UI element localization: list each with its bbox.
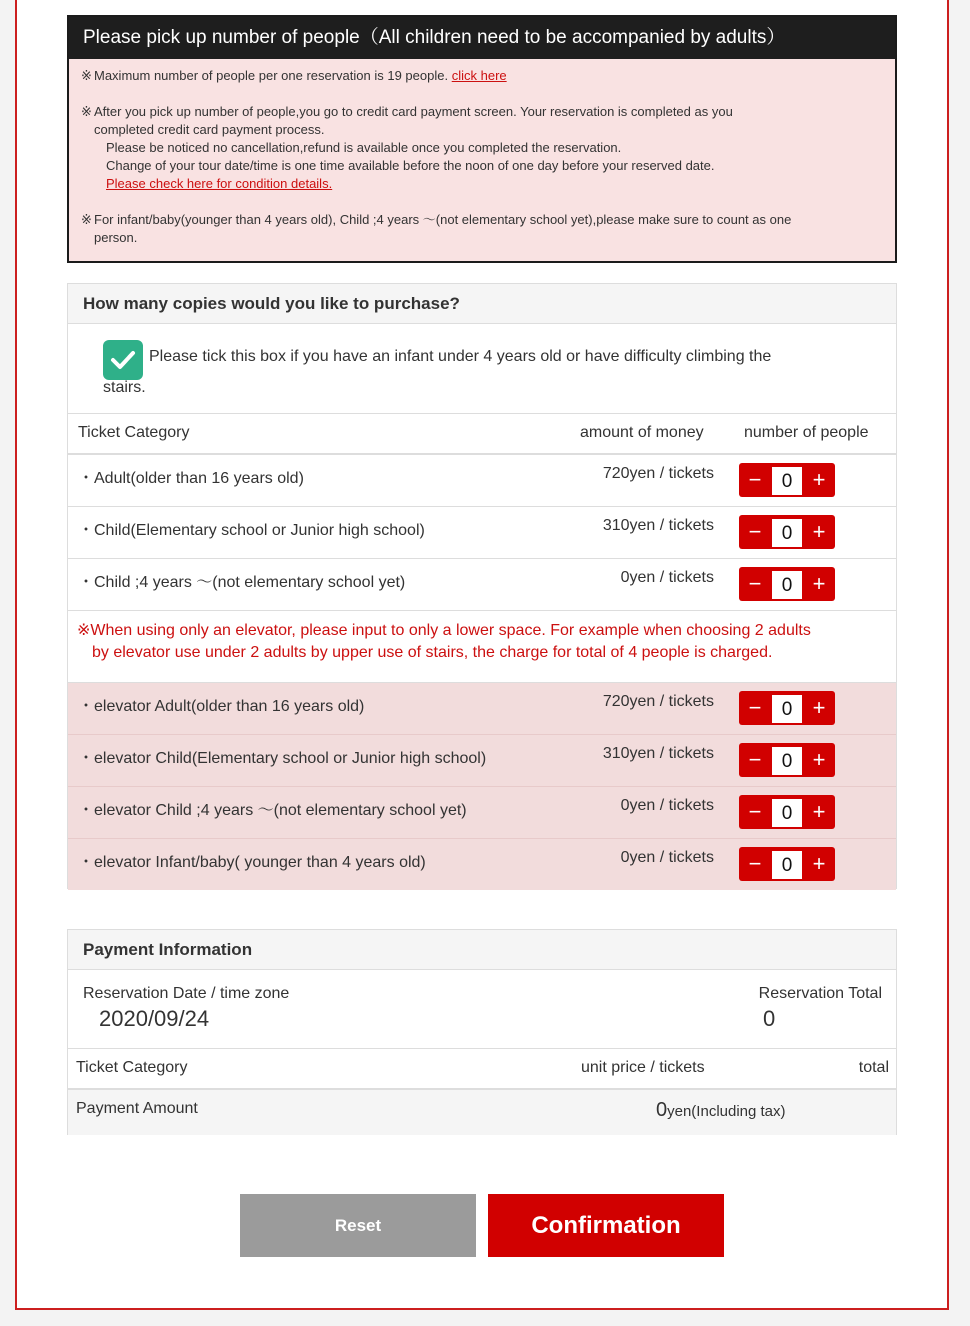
increment-button[interactable]: +	[812, 851, 826, 876]
notice-body	[69, 59, 895, 247]
quantity-input[interactable]: 0	[772, 747, 802, 775]
ticket-category: ・elevator Child(Elementary school or Junior high school)	[78, 750, 487, 767]
quantity-input[interactable]: 0	[772, 571, 802, 599]
ticket-category: ・elevator Adult(older than 16 years old)	[78, 698, 365, 715]
header-ticket-category: Ticket Category	[76, 1059, 188, 1076]
purchase-panel	[67, 283, 897, 889]
notice-mark: ※	[81, 104, 92, 119]
infant-stairs-checkbox[interactable]	[103, 340, 143, 380]
reset-button[interactable]: Reset	[240, 1194, 476, 1257]
ticket-category: ・Child(Elementary school or Junior high school)	[78, 522, 425, 539]
ticket-table-header	[68, 414, 896, 455]
infant-stairs-option	[68, 324, 896, 414]
header-ticket-category: Ticket Category	[78, 424, 190, 441]
reservation-date-value: 2020/09/24	[99, 1006, 210, 1031]
quantity-input[interactable]: 0	[772, 467, 802, 495]
quantity-input[interactable]: 0	[772, 851, 802, 879]
notice-date-change: Change of your tour date/time is one time available before the noon of one day before your reserved date.	[106, 158, 715, 173]
increment-button[interactable]: +	[812, 571, 826, 596]
reservation-date-label: Reservation Date / time zone	[83, 985, 290, 1002]
increment-button[interactable]: +	[812, 695, 826, 720]
table-row	[68, 787, 896, 839]
ticket-price: 720yen / tickets	[602, 693, 714, 710]
decrement-button[interactable]: −	[748, 747, 762, 772]
ticket-price: 720yen / tickets	[602, 465, 714, 482]
quantity-stepper	[739, 743, 835, 777]
header-amount: amount of money	[580, 424, 704, 441]
quantity-stepper	[739, 847, 835, 881]
ticket-category: ・elevator Child ;4 years 〜(not elementary school yet)	[78, 802, 467, 819]
table-row	[68, 507, 896, 559]
notice-payment-flow-cont: completed credit card payment process.	[94, 122, 325, 137]
ticket-price: 0yen / tickets	[620, 849, 714, 866]
header-people: number of people	[744, 424, 869, 441]
notice-box	[67, 15, 897, 263]
ticket-category: ・elevator Infant/baby( younger than 4 years old)	[78, 854, 426, 871]
reservation-total-label: Reservation Total	[758, 985, 882, 1002]
elevator-warning-line2: by elevator use under 2 adults by upper use of stairs, the charge for total of 4 people is charged.	[92, 644, 773, 661]
ticket-price: 0yen / tickets	[620, 797, 714, 814]
ticket-category: ・Adult(older than 16 years old)	[78, 470, 304, 487]
reservation-summary	[68, 970, 896, 1049]
quantity-stepper	[739, 795, 835, 829]
table-row	[68, 683, 896, 735]
payment-amount-suffix: yen(Including tax)	[667, 1103, 786, 1120]
increment-button[interactable]: +	[812, 799, 826, 824]
quantity-input[interactable]: 0	[772, 695, 802, 723]
purchase-title: How many copies would you like to purchase?	[68, 284, 896, 324]
notice-mark: ※	[81, 68, 92, 83]
check-icon	[110, 349, 136, 371]
decrement-button[interactable]: −	[748, 571, 762, 596]
condition-details-link[interactable]: Please check here for condition details.	[106, 176, 333, 191]
payment-table-header	[68, 1049, 896, 1090]
ticket-price: 0yen / tickets	[620, 569, 714, 586]
table-row	[68, 735, 896, 787]
notice-mark: ※	[81, 212, 92, 227]
increment-button[interactable]: +	[812, 747, 826, 772]
table-row	[68, 559, 896, 611]
notice-infant-count-cont: person.	[94, 230, 138, 245]
reservation-total-value: 0	[763, 1006, 776, 1031]
elevator-warning-line1: ※When using only an elevator, please input to only a lower space. For example when choosing 2 adults	[77, 622, 811, 639]
notice-no-cancellation: Please be noticed no cancellation,refund is available once you completed the reservation.	[106, 140, 622, 155]
decrement-button[interactable]: −	[748, 799, 762, 824]
decrement-button[interactable]: −	[748, 519, 762, 544]
click-here-link[interactable]: click here	[451, 68, 507, 83]
ticket-category: ・Child ;4 years 〜(not elementary school yet)	[78, 574, 406, 591]
quantity-stepper	[739, 515, 835, 549]
header-total: total	[858, 1059, 889, 1076]
increment-button[interactable]: +	[812, 467, 826, 492]
quantity-input[interactable]: 0	[772, 799, 802, 827]
ticket-price: 310yen / tickets	[602, 517, 714, 534]
confirmation-button[interactable]: Confirmation	[488, 1194, 724, 1257]
quantity-stepper	[739, 463, 835, 497]
payment-title: Payment Information	[68, 930, 896, 970]
payment-amount-row	[68, 1090, 896, 1135]
quantity-input[interactable]: 0	[772, 519, 802, 547]
table-row	[68, 839, 896, 890]
notice-title: Please pick up number of people（All children need to be accompanied by adults）	[69, 17, 895, 59]
quantity-stepper	[739, 691, 835, 725]
decrement-button[interactable]: −	[748, 695, 762, 720]
elevator-warning	[68, 611, 896, 683]
notice-max-people: Maximum number of people per one reservation is 19 people.	[94, 68, 449, 83]
decrement-button[interactable]: −	[748, 467, 762, 492]
payment-amount-label: Payment Amount	[76, 1100, 198, 1117]
decrement-button[interactable]: −	[748, 851, 762, 876]
checkbox-label-cont: stairs.	[103, 379, 146, 396]
table-row	[68, 455, 896, 507]
payment-amount-value: 0	[656, 1099, 668, 1121]
increment-button[interactable]: +	[812, 519, 826, 544]
notice-infant-count: For infant/baby(younger than 4 years old), Child ;4 years 〜(not elementary school yet),please make sure to count as one	[94, 212, 792, 227]
notice-payment-flow: After you pick up number of people,you go to credit card payment screen. Your reservation is completed as you	[94, 104, 733, 119]
payment-panel	[67, 929, 897, 1135]
checkbox-label: Please tick this box if you have an infant under 4 years old or have difficulty climbing the	[149, 348, 772, 365]
quantity-stepper	[739, 567, 835, 601]
ticket-price: 310yen / tickets	[602, 745, 714, 762]
header-unit-price: unit price / tickets	[581, 1059, 705, 1076]
